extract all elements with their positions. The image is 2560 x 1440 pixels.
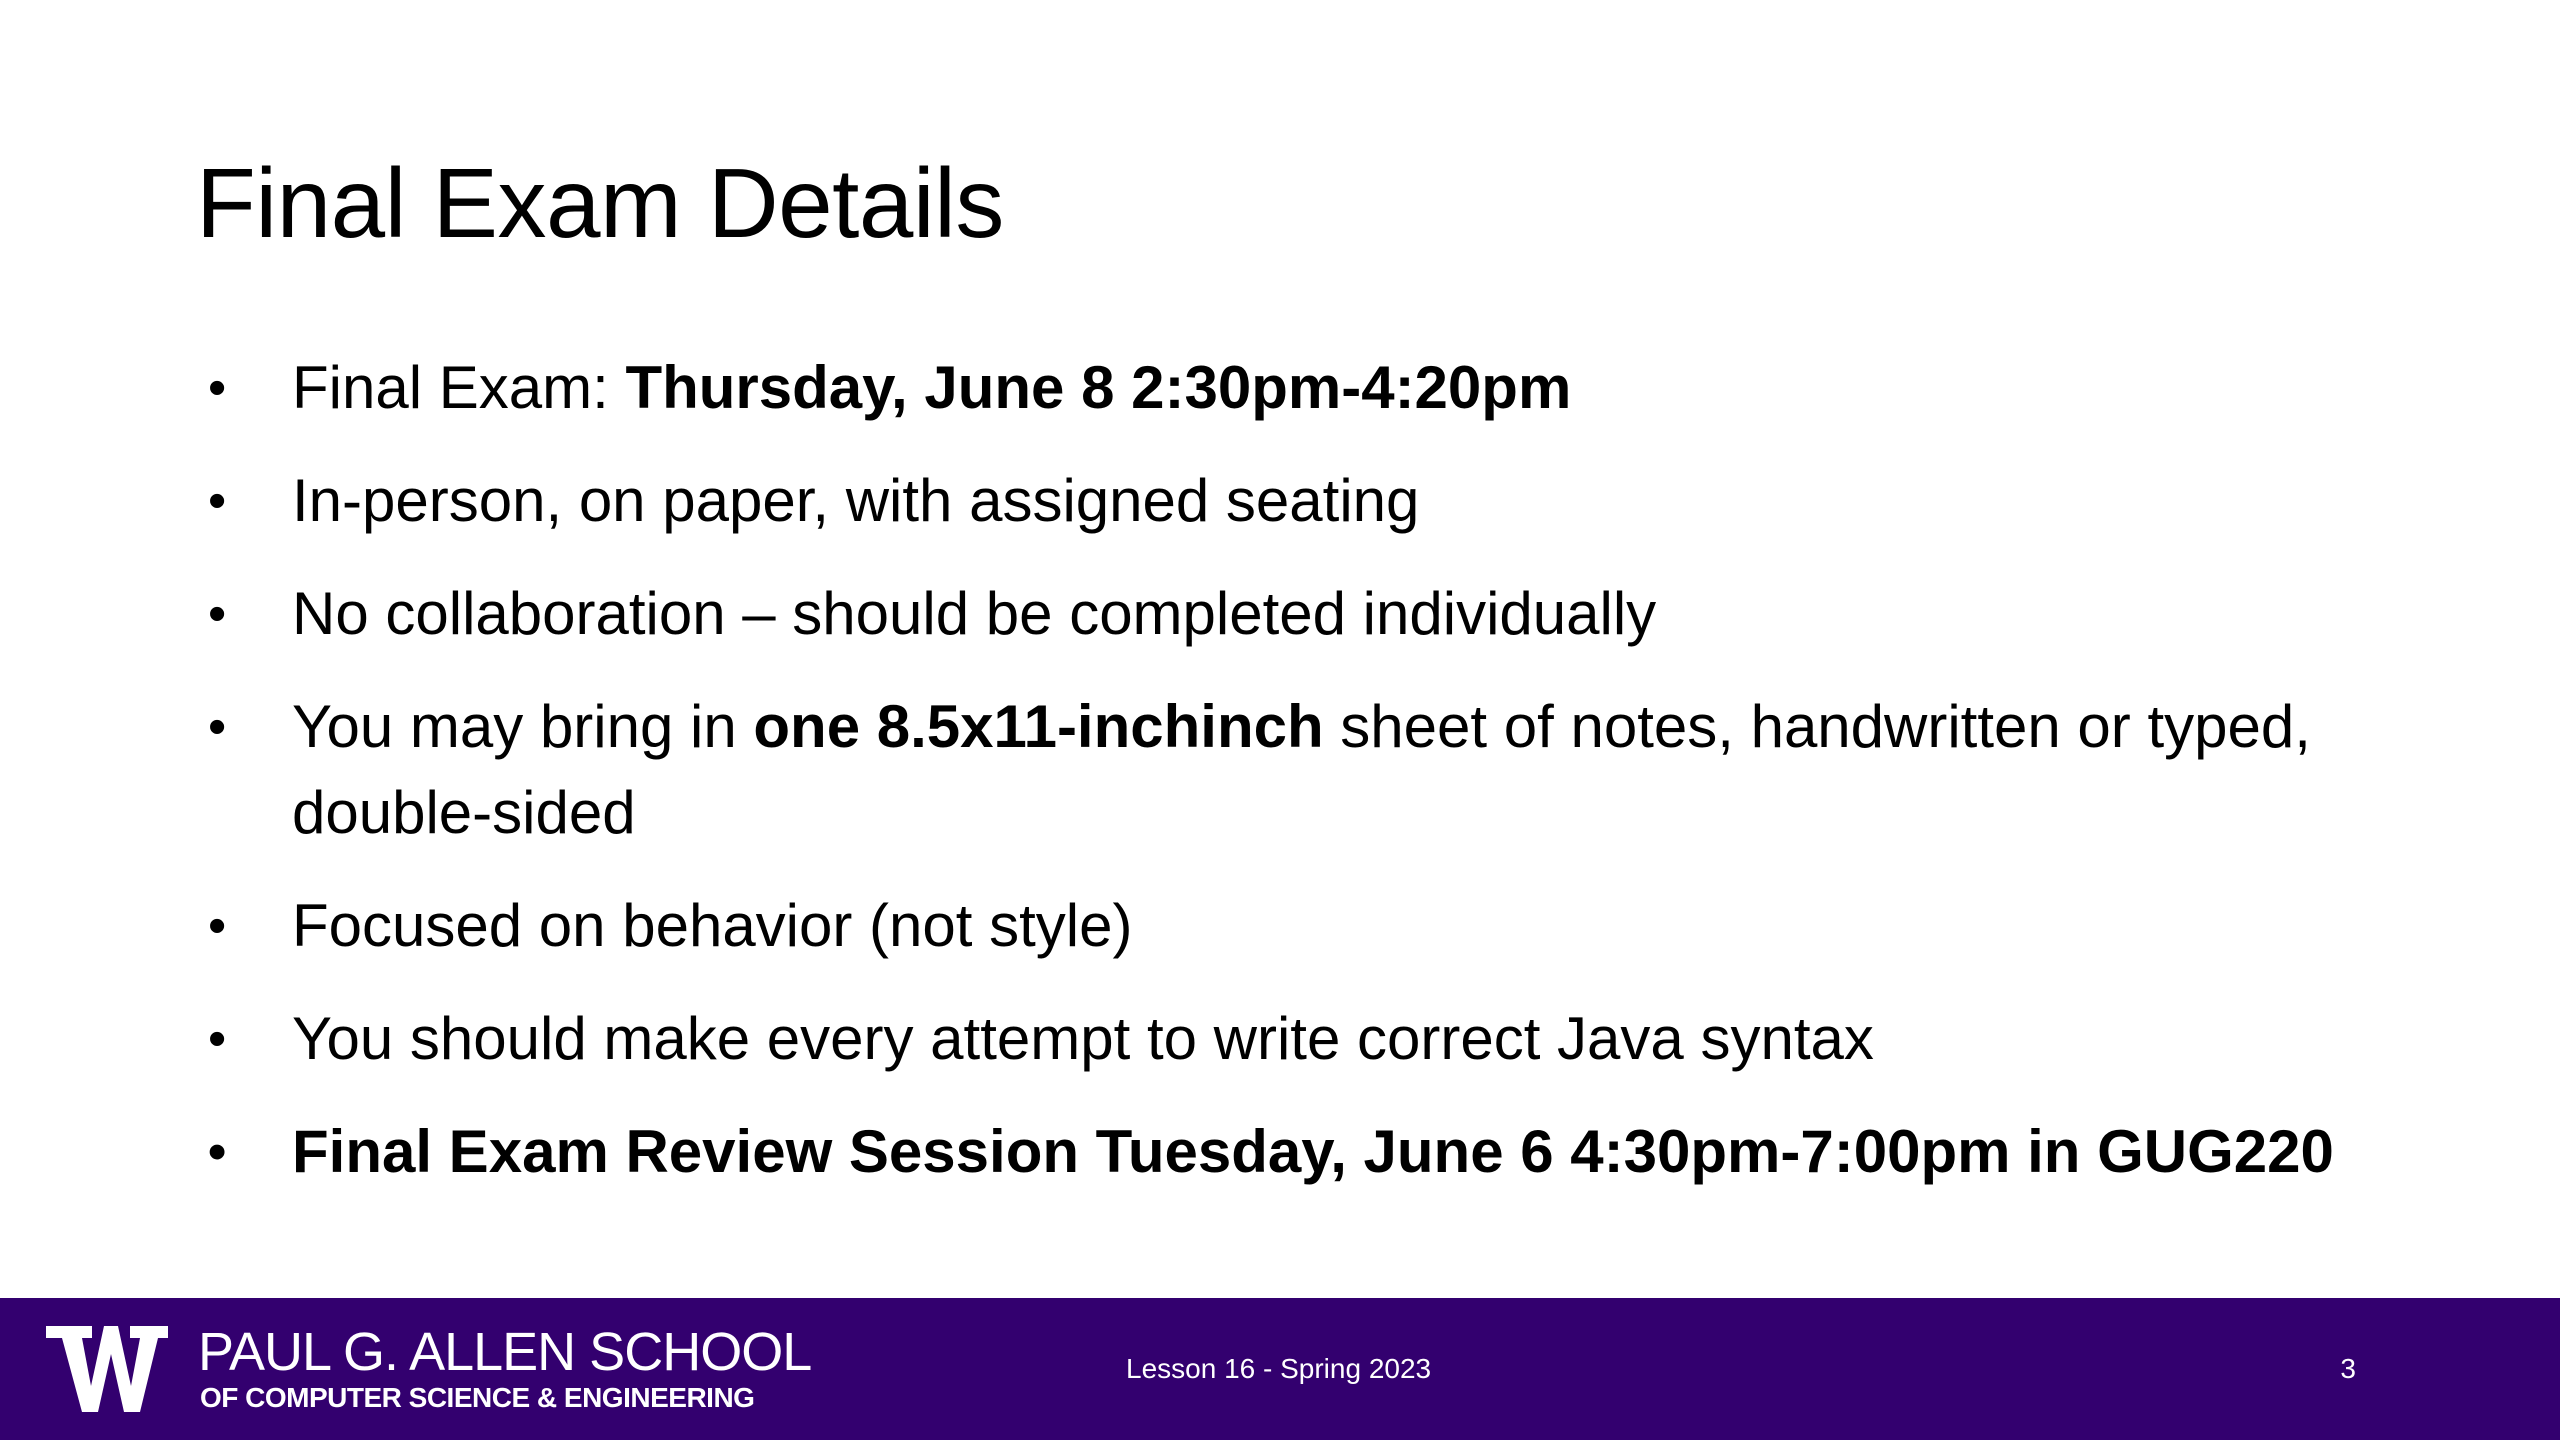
bullet-list	[196, 345, 2396, 1222]
bullet-dot: •	[208, 472, 227, 530]
bullet-bold-text: Thursday, June 8 2:30pm-4:20pm	[625, 354, 1572, 421]
bullet-dot: •	[208, 1123, 227, 1181]
lesson-label: Lesson 16 - Spring 2023	[1126, 1353, 1432, 1384]
bullet-dot: •	[208, 698, 227, 756]
bullet-dot: •	[208, 359, 227, 417]
bullet-item	[196, 345, 2396, 431]
bullet-item	[196, 458, 2396, 544]
bullet-dot: •	[208, 1010, 227, 1068]
bullet-text: You may bring in	[292, 693, 754, 760]
bullet-bold-text: Final Exam Review Session Tuesday, June 6 4:30pm-7:00pm in GUG220	[292, 1118, 2334, 1185]
bullet-item	[196, 883, 2396, 969]
school-name: PAUL G. ALLEN SCHOOL	[198, 1322, 812, 1382]
bullet-text: Focused on behavior (not style)	[292, 892, 1133, 959]
school-subtitle: OF COMPUTER SCIENCE & ENGINEERING	[200, 1382, 755, 1413]
bullet-dot: •	[208, 897, 227, 955]
page-number: 3	[2340, 1353, 2356, 1384]
bullet-text: In-person, on paper, with assigned seating	[292, 467, 1420, 534]
slide-title: Final Exam Details	[196, 148, 1004, 258]
bullet-bold-text: one 8.5x11-inchinch	[753, 693, 1324, 760]
bullet-item	[196, 996, 2396, 1082]
bullet-text: Final Exam:	[292, 354, 626, 421]
bullet-item	[196, 684, 2396, 856]
bullet-text-after: sheet of notes, handwritten or typed, double-sided	[292, 693, 2311, 846]
bullet-text: You should make every attempt to write correct Java syntax	[292, 1005, 1874, 1072]
bullet-text: No collaboration – should be completed individually	[292, 580, 1657, 647]
bullet-dot: •	[208, 585, 227, 643]
bullet-item	[196, 571, 2396, 657]
bullet-item	[196, 1109, 2396, 1195]
uw-w-logo-icon	[46, 1314, 168, 1424]
footer-bar	[0, 1298, 2560, 1440]
